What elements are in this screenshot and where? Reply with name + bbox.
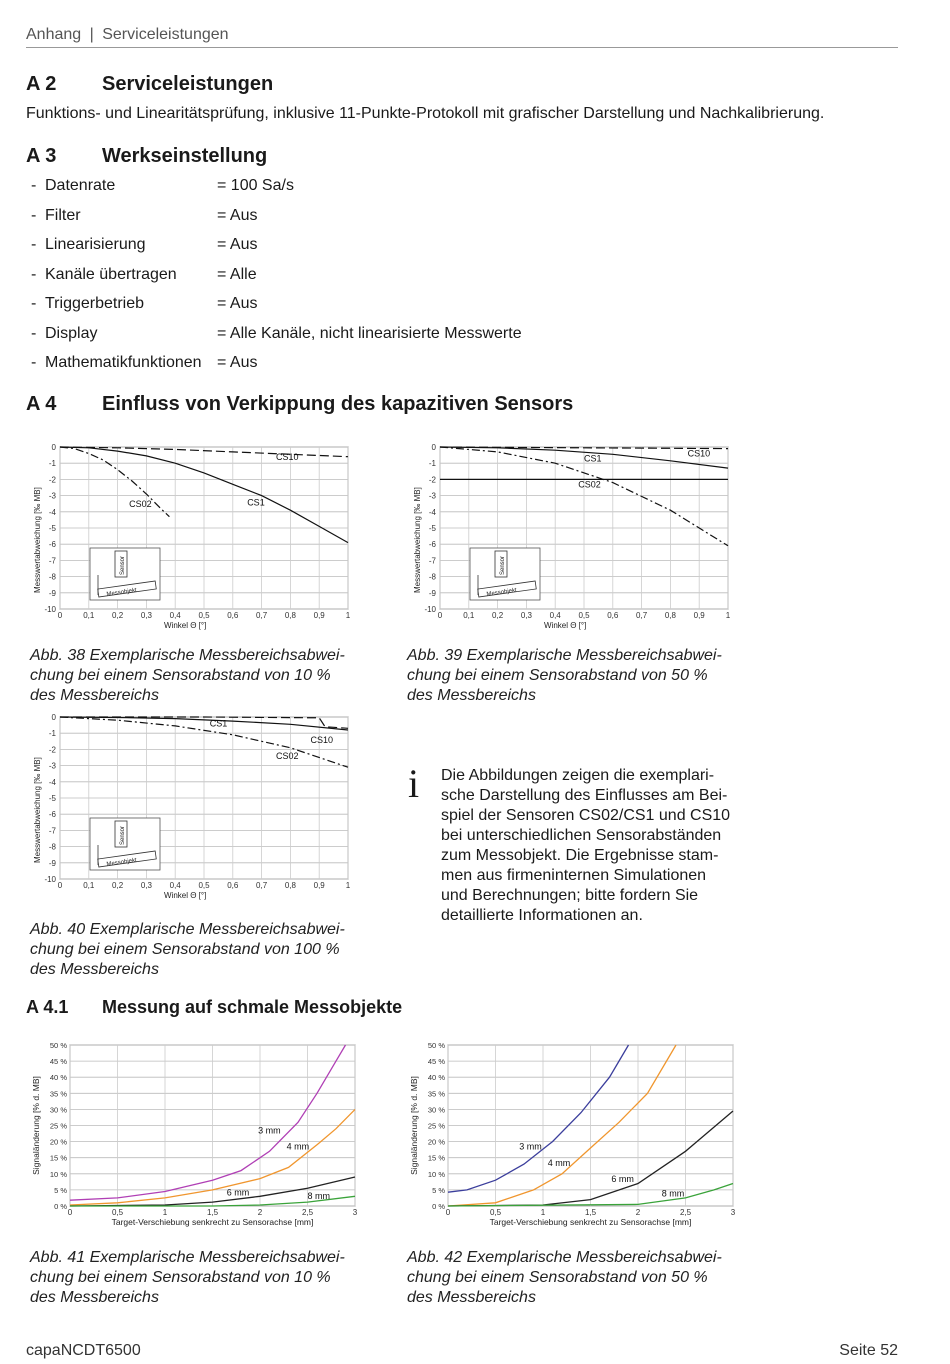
list-bullet: - bbox=[31, 354, 37, 371]
x-tick-label: 0,5 bbox=[198, 611, 210, 620]
x-tick-label: 1 bbox=[345, 881, 351, 890]
y-axis-label: Signaländerung [% d. MB] bbox=[409, 1076, 419, 1175]
caption-line: Abb. 38 Exemplarische Messbereichsabwei- bbox=[30, 647, 345, 664]
chart-fig41 bbox=[26, 1036, 371, 1236]
y-tick-label: 5 % bbox=[432, 1185, 445, 1195]
caption-line: Abb. 39 Exemplarische Messbereichsabwei- bbox=[407, 647, 722, 664]
y-tick-label: 0 bbox=[431, 443, 436, 452]
note-line: men aus firmeninternen Simulationen bbox=[441, 867, 707, 884]
series-label: CS1 bbox=[209, 718, 228, 729]
y-tick-label: 40 % bbox=[49, 1073, 67, 1083]
x-tick-label: 2 bbox=[635, 1208, 641, 1217]
x-tick-label: 1 bbox=[345, 611, 351, 620]
caption-fig40 bbox=[30, 920, 370, 980]
x-tick-label: 1,5 bbox=[206, 1208, 219, 1217]
x-tick-label: 0,5 bbox=[111, 1208, 124, 1217]
setting-name: Mathematikfunktionen bbox=[45, 354, 202, 371]
page-header bbox=[26, 26, 229, 44]
x-tick-label: 1 bbox=[162, 1208, 168, 1217]
setting-value: = Aus bbox=[217, 354, 258, 371]
section-a2-title: Serviceleistungen bbox=[102, 73, 274, 95]
inset-sensor-label: Sensor bbox=[120, 555, 126, 575]
caption-line: Abb. 40 Exemplarische Messbereichsabwei- bbox=[30, 921, 345, 938]
footer-page: Seite 52 bbox=[839, 1342, 898, 1359]
series-label: CS1 bbox=[584, 453, 602, 464]
x-tick-label: 0,6 bbox=[227, 881, 239, 890]
y-tick-label: -4 bbox=[48, 777, 56, 787]
inset-sensor-sketch bbox=[90, 818, 160, 870]
header-title: Serviceleistungen bbox=[102, 26, 229, 43]
note-line: Die Abbildungen zeigen die exemplari- bbox=[441, 767, 715, 784]
y-tick-label: -1 bbox=[48, 729, 56, 739]
y-tick-label: -4 bbox=[428, 507, 436, 517]
caption-line: chung bei einem Sensorabstand von 100 % bbox=[30, 941, 340, 958]
y-tick-label: -7 bbox=[48, 826, 56, 836]
setting-name: Linearisierung bbox=[45, 236, 146, 253]
y-tick-label: -10 bbox=[44, 875, 56, 884]
inset-sensor-label: Sensor bbox=[500, 555, 506, 575]
y-tick-label: -9 bbox=[48, 588, 56, 598]
x-tick-label: 0,3 bbox=[140, 881, 152, 890]
x-tick-label: 0,4 bbox=[549, 611, 561, 620]
inset-sensor-label: Sensor bbox=[120, 825, 126, 845]
x-tick-label: 1 bbox=[725, 611, 731, 620]
x-tick-label: 0,2 bbox=[112, 881, 124, 890]
y-tick-label: 0 % bbox=[54, 1202, 67, 1211]
y-tick-label: -10 bbox=[44, 605, 56, 614]
section-a3-title: Werkseinstellung bbox=[102, 145, 268, 167]
x-tick-label: 0,5 bbox=[198, 881, 210, 890]
x-tick-label: 0,7 bbox=[256, 611, 268, 620]
series-label: 4 mm bbox=[547, 1157, 571, 1168]
series-label: 3 mm bbox=[519, 1141, 542, 1152]
y-tick-label: -3 bbox=[428, 491, 436, 501]
x-tick-label: 0,1 bbox=[463, 611, 475, 620]
series-label: CS02 bbox=[276, 751, 299, 762]
y-tick-label: 0 bbox=[51, 713, 56, 722]
setting-name: Datenrate bbox=[45, 177, 116, 194]
y-tick-label: 45 % bbox=[427, 1057, 445, 1067]
x-tick-label: 0,8 bbox=[664, 611, 676, 620]
section-a2-text: Funktions- und Linearitätsprüfung, inklusive 11-Punkte-Protokoll mit grafischer Darstellung und Nachkalibrierung. bbox=[26, 105, 825, 122]
y-tick-label: 15 % bbox=[427, 1153, 445, 1163]
x-tick-label: 0,4 bbox=[169, 881, 181, 890]
y-tick-label: -8 bbox=[48, 572, 56, 582]
caption-line: des Messbereichs bbox=[407, 687, 536, 704]
x-tick-label: 2 bbox=[257, 1208, 263, 1217]
x-axis-label: Winkel Θ [°] bbox=[544, 621, 587, 630]
y-axis-label: Messwertabweichung [‰ MB] bbox=[33, 757, 42, 863]
y-tick-label: 0 % bbox=[432, 1202, 445, 1211]
note-line: und Berechnungen; bitte fordern Sie bbox=[441, 887, 699, 904]
y-tick-label: -5 bbox=[428, 524, 436, 533]
x-tick-label: 0,8 bbox=[284, 611, 296, 620]
series-label: CS10 bbox=[687, 448, 711, 459]
y-tick-label: -4 bbox=[48, 507, 56, 517]
y-tick-label: 20 % bbox=[427, 1137, 445, 1147]
section-a2-number: A 2 bbox=[26, 73, 57, 95]
note-line: detaillierte Informationen an. bbox=[441, 907, 643, 924]
caption-line: des Messbereichs bbox=[30, 961, 159, 978]
y-tick-label: 35 % bbox=[49, 1089, 67, 1099]
setting-name: Kanäle übertragen bbox=[45, 265, 177, 283]
y-axis-label: Messwertabweichung [‰ MB] bbox=[413, 487, 422, 593]
series-label: 3 mm bbox=[258, 1125, 281, 1136]
series-label: CS1 bbox=[247, 497, 265, 508]
x-tick-label: 0,1 bbox=[83, 611, 95, 620]
inset-target-label: Messobjekt bbox=[486, 587, 518, 598]
caption-fig39 bbox=[407, 646, 747, 706]
list-bullet: - bbox=[31, 177, 37, 194]
section-a41-number: A 4.1 bbox=[26, 997, 69, 1017]
y-tick-label: -3 bbox=[48, 491, 56, 501]
y-tick-label: 35 % bbox=[427, 1089, 445, 1099]
y-tick-label: -3 bbox=[48, 761, 56, 771]
y-tick-label: 45 % bbox=[49, 1057, 67, 1067]
y-tick-label: 15 % bbox=[49, 1153, 67, 1163]
y-tick-label: -1 bbox=[428, 459, 436, 469]
x-tick-label: 3 bbox=[730, 1208, 736, 1217]
y-axis-label: Signaländerung [% d. MB] bbox=[31, 1076, 41, 1175]
x-tick-label: 0,7 bbox=[636, 611, 648, 620]
x-tick-label: 1 bbox=[540, 1208, 546, 1217]
series-label: 8 mm bbox=[661, 1188, 685, 1199]
caption-line: des Messbereichs bbox=[407, 1289, 536, 1306]
y-tick-label: 40 % bbox=[427, 1073, 445, 1083]
x-tick-label: 0,7 bbox=[256, 881, 268, 890]
y-tick-label: 25 % bbox=[49, 1121, 67, 1131]
chart-fig39 bbox=[406, 437, 746, 637]
caption-line: des Messbereichs bbox=[30, 1289, 159, 1306]
section-a4-number: A 4 bbox=[26, 393, 57, 415]
section-a3-number: A 3 bbox=[26, 145, 57, 167]
x-tick-label: 0,6 bbox=[227, 611, 239, 620]
caption-line: chung bei einem Sensorabstand von 10 % bbox=[30, 1269, 331, 1286]
x-tick-label: 2,5 bbox=[301, 1208, 314, 1217]
inset-sensor-sketch bbox=[470, 548, 540, 600]
note-line: bei unterschiedlichen Sensorabständen bbox=[441, 827, 722, 844]
y-tick-label: 30 % bbox=[49, 1105, 67, 1115]
note-line: zum Messobjekt. Die Ergebnisse stam- bbox=[441, 847, 719, 864]
series-label: CS02 bbox=[578, 479, 601, 490]
caption-line: chung bei einem Sensorabstand von 50 % bbox=[407, 667, 708, 684]
setting-value: = Aus bbox=[217, 295, 258, 312]
y-tick-label: -9 bbox=[428, 588, 436, 598]
caption-line: des Messbereichs bbox=[30, 687, 159, 704]
y-tick-label: 25 % bbox=[427, 1121, 445, 1131]
chart-fig42 bbox=[404, 1036, 749, 1236]
y-tick-label: -6 bbox=[428, 540, 436, 550]
series-label: CS02 bbox=[129, 498, 152, 509]
x-tick-label: 0,5 bbox=[489, 1208, 502, 1217]
series-label: 6 mm bbox=[226, 1187, 250, 1198]
y-tick-label: 50 % bbox=[427, 1041, 445, 1050]
caption-fig41 bbox=[30, 1248, 370, 1308]
caption-line: Abb. 42 Exemplarische Messbereichsabwei- bbox=[407, 1249, 722, 1266]
setting-name: Display bbox=[45, 324, 98, 342]
footer-product: capaNCDT6500 bbox=[26, 1342, 141, 1359]
caption-line: chung bei einem Sensorabstand von 10 % bbox=[30, 667, 331, 684]
x-tick-label: 1,5 bbox=[584, 1208, 597, 1217]
list-bullet: - bbox=[31, 324, 37, 342]
setting-value: = Alle Kanäle, nicht linearisierte Messwerte bbox=[217, 324, 522, 342]
y-tick-label: -8 bbox=[48, 842, 56, 852]
info-note bbox=[441, 766, 761, 926]
y-tick-label: -10 bbox=[424, 605, 436, 614]
x-tick-label: 0,5 bbox=[578, 611, 590, 620]
x-tick-label: 0,8 bbox=[284, 881, 296, 890]
setting-name: Triggerbetrieb bbox=[45, 295, 145, 312]
caption-line: chung bei einem Sensorabstand von 50 % bbox=[407, 1269, 708, 1286]
x-tick-label: 0,1 bbox=[83, 881, 95, 890]
setting-value: = Aus bbox=[217, 206, 258, 224]
note-line: sche Darstellung des Einflusses am Bei- bbox=[441, 787, 728, 804]
x-tick-label: 0 bbox=[57, 881, 63, 890]
y-tick-label: 30 % bbox=[427, 1105, 445, 1115]
list-bullet: - bbox=[31, 295, 37, 312]
chart-fig38 bbox=[26, 437, 366, 637]
y-tick-label: -6 bbox=[48, 810, 56, 820]
info-icon: i bbox=[408, 761, 420, 806]
y-axis-label: Messwertabweichung [‰ MB] bbox=[33, 487, 42, 593]
y-tick-label: -2 bbox=[428, 475, 436, 485]
chart-fig40 bbox=[26, 707, 366, 907]
y-tick-label: 10 % bbox=[427, 1169, 445, 1179]
y-tick-label: -7 bbox=[428, 556, 436, 566]
y-tick-label: -5 bbox=[48, 524, 56, 533]
x-tick-label: 0 bbox=[445, 1208, 451, 1217]
caption-fig42 bbox=[407, 1248, 747, 1308]
x-tick-label: 0 bbox=[437, 611, 443, 620]
y-tick-label: -2 bbox=[48, 475, 56, 485]
note-line: spiel der Sensoren CS02/CS1 und CS10 bbox=[441, 807, 731, 824]
x-tick-label: 0,6 bbox=[607, 611, 619, 620]
x-tick-label: 0 bbox=[57, 611, 63, 620]
caption-line: Abb. 41 Exemplarische Messbereichsabwei- bbox=[30, 1249, 345, 1266]
header-separator: | bbox=[89, 26, 94, 43]
list-bullet: - bbox=[31, 236, 37, 253]
list-bullet: - bbox=[31, 206, 37, 224]
y-tick-label: -6 bbox=[48, 540, 56, 550]
x-tick-label: 0,2 bbox=[492, 611, 504, 620]
x-tick-label: 0,2 bbox=[112, 611, 124, 620]
list-bullet: - bbox=[31, 265, 37, 283]
series-label: 6 mm bbox=[611, 1173, 634, 1184]
header-rule bbox=[26, 47, 898, 48]
x-tick-label: 0,4 bbox=[169, 611, 181, 620]
section-a41-title: Messung auf schmale Messobjekte bbox=[102, 997, 403, 1017]
y-tick-label: -8 bbox=[428, 572, 436, 582]
y-tick-label: 0 bbox=[51, 443, 56, 452]
x-tick-label: 0,9 bbox=[313, 881, 325, 890]
x-tick-label: 0 bbox=[67, 1208, 73, 1217]
y-tick-label: -5 bbox=[48, 794, 56, 803]
y-tick-label: -9 bbox=[48, 858, 56, 868]
y-tick-label: -1 bbox=[48, 459, 56, 469]
series-label: 8 mm bbox=[307, 1190, 330, 1201]
x-tick-label: 2,5 bbox=[679, 1208, 692, 1217]
x-tick-label: 0,9 bbox=[313, 611, 325, 620]
y-tick-label: -7 bbox=[48, 556, 56, 566]
inset-target-label: Messobjekt bbox=[106, 587, 138, 598]
setting-value: = Aus bbox=[217, 236, 258, 253]
y-tick-label: 10 % bbox=[49, 1169, 67, 1179]
y-tick-label: 20 % bbox=[49, 1137, 67, 1147]
setting-value: = 100 Sa/s bbox=[217, 177, 294, 194]
series-label: CS10 bbox=[276, 451, 299, 462]
series-label: CS10 bbox=[310, 734, 334, 745]
x-tick-label: 3 bbox=[352, 1208, 358, 1217]
x-axis-label: Winkel Θ [°] bbox=[164, 891, 207, 900]
section-a4-title: Einfluss von Verkippung des kapazitiven Sensors bbox=[102, 393, 574, 415]
x-axis-label: Target-Verschiebung senkrecht zu Sensorachse [mm] bbox=[489, 1217, 692, 1227]
x-axis-label: Winkel Θ [°] bbox=[164, 621, 207, 630]
caption-fig38 bbox=[30, 646, 370, 706]
series-label: 4 mm bbox=[286, 1141, 310, 1152]
y-tick-label: -2 bbox=[48, 745, 56, 755]
y-tick-label: 50 % bbox=[49, 1041, 67, 1050]
inset-sensor-sketch bbox=[90, 548, 160, 600]
x-axis-label: Target-Verschiebung senkrecht zu Sensorachse [mm] bbox=[111, 1217, 314, 1227]
inset-target-label: Messobjekt bbox=[106, 857, 138, 868]
x-tick-label: 0,3 bbox=[520, 611, 532, 620]
x-tick-label: 0,9 bbox=[693, 611, 705, 620]
y-tick-label: 5 % bbox=[54, 1185, 67, 1195]
setting-name: Filter bbox=[45, 206, 81, 224]
header-section: Anhang bbox=[26, 26, 82, 43]
setting-value: = Alle bbox=[217, 265, 257, 283]
x-tick-label: 0,3 bbox=[140, 611, 152, 620]
